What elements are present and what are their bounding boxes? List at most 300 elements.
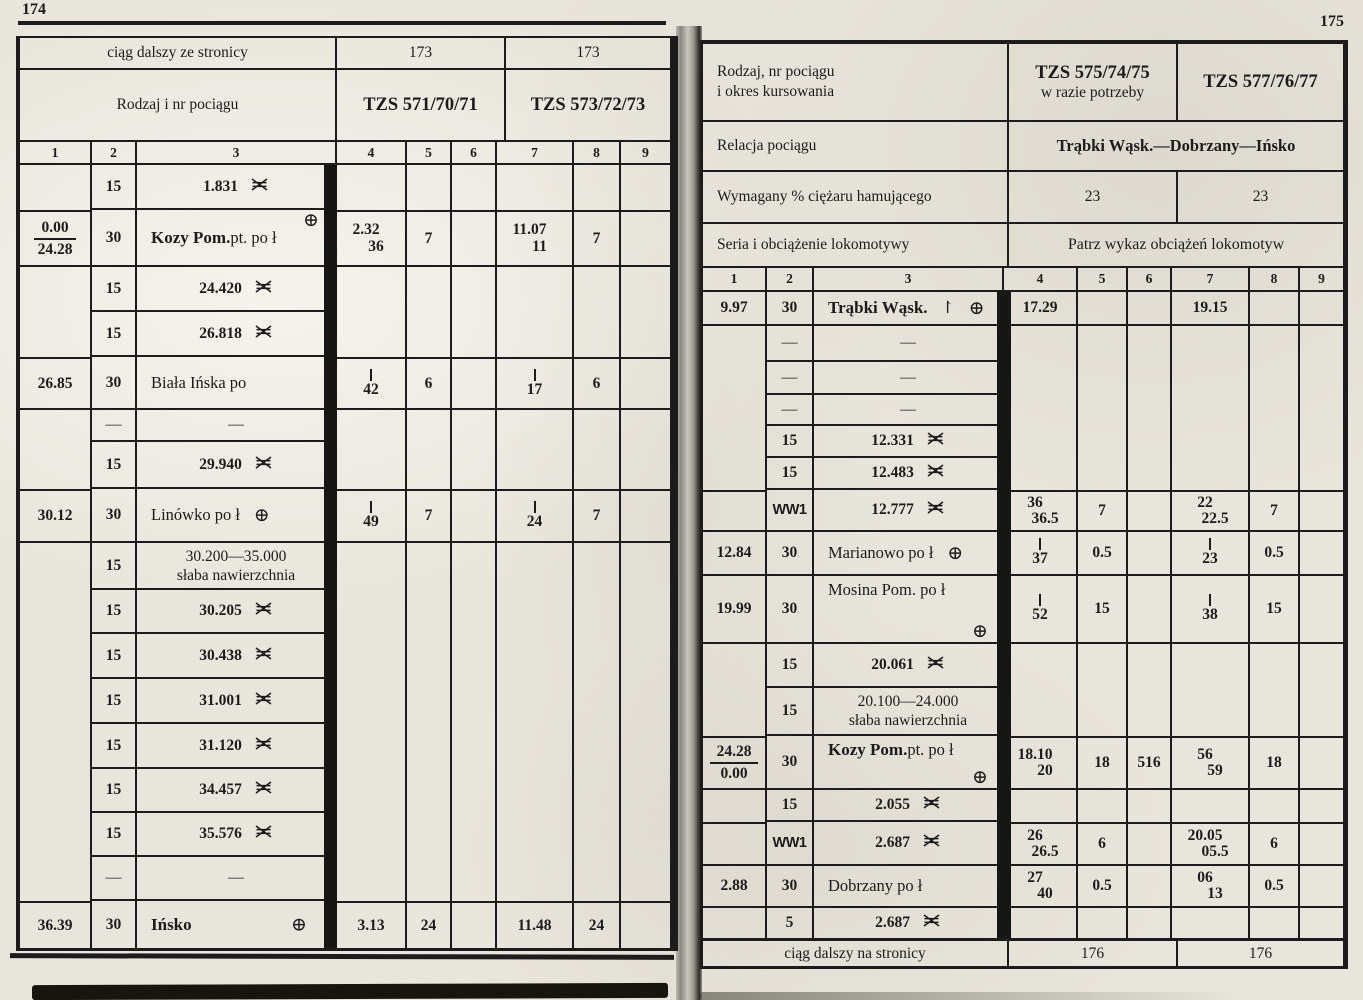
time-cell — [1126, 532, 1170, 576]
table-row — [20, 590, 670, 634]
time-cell — [619, 312, 670, 357]
time-value: 17 — [526, 380, 543, 398]
time-cell — [619, 634, 670, 679]
km-value: 26.85 — [37, 374, 73, 392]
time-cell — [572, 590, 619, 634]
bottom-rule-left-page — [10, 953, 674, 960]
station-name-bold: Ińsko — [151, 914, 192, 934]
circled-plus-icon: ⊕ — [968, 297, 985, 319]
km-cell — [703, 822, 765, 866]
time-cell — [1248, 822, 1298, 866]
level-crossing-icon — [250, 178, 269, 196]
table-row — [703, 866, 1343, 908]
column-number: 7 — [495, 142, 572, 163]
time-cell — [572, 442, 619, 489]
speed-cell — [765, 790, 812, 822]
time-cell — [619, 267, 670, 312]
time-cell — [1126, 576, 1170, 644]
locomotive-row — [703, 224, 1343, 268]
km-cell — [703, 576, 765, 644]
level-crossing-icon — [254, 647, 273, 665]
continued-from-label: ciąg dalszy ze stronicy — [107, 44, 248, 61]
speed-cell — [90, 813, 135, 857]
table-row — [20, 543, 670, 590]
time-cell — [335, 312, 405, 357]
table-row — [20, 901, 670, 948]
time-cell — [1298, 458, 1343, 490]
time-cell — [1248, 866, 1298, 908]
time-cell — [1170, 490, 1248, 532]
time-cell — [405, 679, 450, 724]
time-values — [1197, 745, 1223, 780]
km-cell — [20, 489, 90, 543]
station-cell — [135, 210, 335, 267]
arrival-tick — [370, 369, 372, 381]
time-value: 24 — [420, 916, 437, 934]
speed-cell — [90, 769, 135, 813]
time-cell — [1002, 458, 1076, 490]
level-crossing-icon — [926, 464, 945, 482]
speed-value: 15 — [781, 796, 798, 813]
time-value-bottom: 59 — [1207, 762, 1223, 779]
continued-from-page-2: 173 — [504, 38, 670, 68]
train-number-row — [20, 70, 670, 142]
speed-value: 15 — [105, 646, 122, 664]
time-value-top: 22 — [1197, 493, 1213, 511]
table-row — [20, 165, 670, 210]
time-cell — [1126, 736, 1170, 790]
time-value-top: 20.05 — [1187, 826, 1223, 844]
section-divider-bar — [997, 292, 1011, 938]
time-cell — [1076, 644, 1126, 688]
time-cell — [495, 357, 572, 410]
speed-cell — [90, 489, 135, 543]
km-cell — [20, 410, 90, 442]
time-cell — [1248, 362, 1298, 395]
time-cell — [572, 634, 619, 679]
level-crossing-icon — [254, 825, 273, 843]
book-gutter — [676, 26, 702, 1000]
table-row — [703, 688, 1343, 736]
km-cell — [20, 590, 90, 634]
column-number-row — [20, 142, 670, 165]
table-row — [20, 679, 670, 724]
speed-cell — [90, 442, 135, 489]
time-cell — [1248, 688, 1298, 736]
time-cell — [405, 357, 450, 410]
station-cell — [812, 490, 1002, 532]
level-crossing-icon — [254, 456, 273, 474]
time-cell — [1298, 292, 1343, 326]
time-cell — [495, 267, 572, 312]
time-cell — [1248, 426, 1298, 458]
time-value: 516 — [1137, 754, 1161, 771]
time-cell — [335, 489, 405, 543]
locomotive-value: Patrz wykaz obciążeń lokomotyw — [1007, 224, 1343, 266]
time-value: 7 — [592, 507, 601, 524]
time-cell — [450, 857, 495, 901]
time-cell — [619, 901, 670, 948]
circled-plus-icon: ⊕ — [972, 767, 988, 788]
time-cell — [1126, 326, 1170, 362]
km-cell — [20, 857, 90, 901]
time-cell — [405, 813, 450, 857]
time-cell — [1170, 395, 1248, 426]
speed-value: 15 — [105, 324, 122, 342]
table-row — [20, 813, 670, 857]
station-cell — [135, 679, 335, 724]
train-number-row — [703, 44, 1343, 122]
train-number-1-value: TZS 575/74/75 — [1035, 62, 1150, 83]
time-cell — [572, 857, 619, 901]
speed-value: 30 — [781, 600, 798, 617]
table-row — [703, 292, 1343, 326]
dash-mark: — — [228, 416, 244, 433]
station-cell — [812, 395, 1002, 426]
time-cell — [450, 769, 495, 813]
column-number-row — [703, 268, 1343, 292]
km-cell — [703, 688, 765, 736]
table-row — [20, 442, 670, 489]
time-cell — [1248, 490, 1298, 532]
speed-cell — [90, 410, 135, 442]
speed-cell — [765, 822, 812, 866]
time-cell — [405, 724, 450, 769]
speed-cell — [90, 901, 135, 948]
brake-weight-label: Wymagany % ciężaru hamującego — [717, 188, 932, 205]
track-point-number: 26.818 — [199, 324, 242, 342]
column-number: 8 — [1248, 268, 1298, 290]
time-cell — [572, 769, 619, 813]
column-number: 6 — [1126, 268, 1170, 290]
time-cell — [450, 267, 495, 312]
time-cell — [450, 679, 495, 724]
time-cell — [1126, 458, 1170, 490]
speed-cell — [90, 210, 135, 267]
time-cell — [1076, 736, 1126, 790]
station-cell — [812, 426, 1002, 458]
track-point-number: 30.205 — [199, 602, 242, 619]
time-value: 3.13 — [357, 916, 385, 934]
track-point-number: 20.061 — [871, 656, 914, 673]
table-row — [20, 724, 670, 769]
km-cell — [20, 769, 90, 813]
time-cell — [1076, 790, 1126, 822]
time-cell — [1002, 532, 1076, 576]
time-value: 0.5 — [1264, 544, 1284, 561]
time-cell — [1298, 908, 1343, 938]
time-values — [363, 501, 379, 531]
km-value-bottom: 24.28 — [37, 240, 73, 258]
km-cell — [20, 813, 90, 857]
time-cell — [450, 357, 495, 410]
time-value: 0.5 — [1092, 877, 1112, 894]
speed-value: 30 — [781, 544, 798, 561]
time-cell — [1002, 822, 1076, 866]
dash-mark: — — [781, 368, 798, 386]
time-cell — [1002, 362, 1076, 395]
dash-mark: — — [105, 416, 122, 433]
arrival-tick — [1039, 594, 1041, 606]
time-cell — [1170, 866, 1248, 908]
track-note-line: 20.100—24.000 — [857, 693, 959, 710]
table-row — [703, 362, 1343, 395]
time-cell — [495, 165, 572, 210]
time-cell — [450, 489, 495, 543]
time-value: 15 — [1266, 600, 1282, 617]
time-value-top: 36 — [1027, 493, 1043, 511]
table-row — [20, 410, 670, 442]
time-values — [363, 369, 379, 399]
station-cell — [135, 857, 335, 901]
time-values — [1202, 594, 1218, 624]
time-cell — [1170, 458, 1248, 490]
continued-on-page-2: 176 — [1176, 941, 1343, 966]
time-value: 11.48 — [517, 916, 552, 934]
time-value: 7 — [424, 507, 433, 524]
time-cell — [405, 634, 450, 679]
speed-cell — [90, 634, 135, 679]
circled-plus-icon: ⊕ — [947, 542, 964, 564]
time-cell — [1002, 395, 1076, 426]
arrival-tick — [534, 369, 536, 381]
time-cell — [495, 724, 572, 769]
time-value: 6 — [424, 374, 433, 392]
speed-value: 15 — [105, 602, 122, 619]
time-value-bottom: 22.5 — [1201, 510, 1229, 527]
station-cell — [812, 362, 1002, 395]
speed-cell — [90, 590, 135, 634]
circled-plus-icon: ⊕ — [303, 210, 319, 231]
dash-mark: — — [781, 400, 798, 418]
km-cell — [703, 326, 765, 362]
time-value: 7 — [1270, 502, 1278, 519]
station-cell — [812, 458, 1002, 490]
column-number: 3 — [135, 142, 335, 163]
time-cell — [1298, 822, 1343, 866]
speed-cell — [765, 326, 812, 362]
speed-cell — [765, 426, 812, 458]
time-cell — [405, 543, 450, 590]
time-cell — [1076, 362, 1126, 395]
table-row — [20, 357, 670, 410]
time-values — [352, 221, 384, 255]
time-cell — [1298, 576, 1343, 644]
km-cell — [20, 165, 90, 210]
time-cell — [572, 489, 619, 543]
time-value: 52 — [1032, 606, 1048, 624]
speed-cell — [765, 736, 812, 790]
km-cell — [20, 357, 90, 410]
speed-value: 15 — [781, 432, 798, 449]
time-cell — [1298, 532, 1343, 576]
time-cell — [1002, 490, 1076, 532]
level-crossing-icon — [254, 280, 273, 298]
time-cell — [1002, 790, 1076, 822]
time-cell — [619, 679, 670, 724]
speed-value: 30 — [781, 299, 798, 316]
table-row — [20, 857, 670, 901]
time-cell — [1126, 292, 1170, 326]
timetable-body-left — [20, 165, 670, 948]
time-cell — [572, 267, 619, 312]
station-cell — [812, 576, 1002, 644]
speed-value: 15 — [105, 825, 122, 842]
time-cell — [1170, 908, 1248, 938]
brake-weight-row — [703, 172, 1343, 224]
speed-value: 15 — [781, 464, 798, 481]
time-cell — [1126, 395, 1170, 426]
time-cell — [1170, 822, 1248, 866]
time-cell — [495, 679, 572, 724]
time-cell — [572, 312, 619, 357]
station-name-bold: Kozy Pom. — [828, 740, 908, 759]
time-cell — [1298, 395, 1343, 426]
time-cell — [335, 543, 405, 590]
time-cell — [1248, 458, 1298, 490]
time-cell — [619, 543, 670, 590]
time-cell — [1076, 688, 1126, 736]
time-cell — [405, 489, 450, 543]
time-cell — [1298, 362, 1343, 395]
column-number: 1 — [730, 271, 738, 286]
time-value: 15 — [1094, 600, 1110, 617]
time-cell — [1298, 426, 1343, 458]
time-value: 42 — [363, 380, 379, 398]
table-row — [20, 267, 670, 312]
time-cell — [450, 165, 495, 210]
time-cell — [1298, 866, 1343, 908]
station-name: pt. po ł — [907, 740, 954, 759]
column-number: 9 — [619, 142, 670, 163]
station-cell — [812, 822, 1002, 866]
time-cell — [495, 312, 572, 357]
time-cell — [335, 857, 405, 901]
time-cell — [1248, 292, 1298, 326]
dash-mark: — — [900, 334, 916, 351]
time-values — [1027, 868, 1053, 903]
time-value: 18 — [1266, 754, 1282, 771]
time-value-top: 11.07 — [512, 221, 547, 238]
time-value-bottom: 05.5 — [1201, 843, 1229, 860]
station-name-bold: Trąbki Wąsk. — [828, 298, 928, 317]
train-number-label: Rodzaj i nr pociągu — [116, 96, 239, 113]
time-value: 37 — [1032, 550, 1048, 568]
track-point-number: 35.576 — [199, 825, 242, 842]
timetable-body-right — [703, 292, 1343, 938]
time-cell — [1298, 790, 1343, 822]
page-number-right: 175 — [1320, 13, 1344, 30]
track-point-number: 2.055 — [875, 796, 910, 813]
time-cell — [1170, 736, 1248, 790]
speed-value: 15 — [105, 455, 122, 473]
time-cell — [1002, 688, 1076, 736]
table-row — [20, 210, 670, 267]
time-cell — [1076, 395, 1126, 426]
speed-cell — [90, 312, 135, 357]
speed-value: 15 — [105, 177, 122, 195]
track-point-number: 12.777 — [871, 501, 914, 518]
km-cell — [703, 458, 765, 490]
level-crossing-icon — [922, 914, 941, 932]
track-point-number: 34.457 — [199, 781, 242, 798]
time-cell — [1170, 576, 1248, 644]
dash-mark: — — [781, 334, 798, 351]
column-number: 1 — [51, 144, 59, 160]
station-cell — [135, 901, 335, 948]
time-cell — [1076, 426, 1126, 458]
time-cell — [1248, 326, 1298, 362]
time-cell — [619, 813, 670, 857]
speed-value: 30 — [105, 228, 122, 246]
station-cell — [812, 908, 1002, 938]
time-cell — [619, 489, 670, 543]
time-cell — [335, 724, 405, 769]
time-cell — [1126, 490, 1170, 532]
section-divider-bar — [324, 165, 337, 948]
hook-signal-icon: ↾ — [940, 298, 955, 317]
station-name: Marianowo po ł — [828, 543, 934, 562]
time-cell — [1002, 326, 1076, 362]
time-cell — [405, 590, 450, 634]
column-number: 6 — [450, 142, 495, 163]
km-cell — [20, 634, 90, 679]
relation-label: Relacja pociągu — [717, 137, 817, 154]
time-cell — [1076, 822, 1126, 866]
time-values — [1197, 868, 1223, 903]
time-cell — [495, 769, 572, 813]
time-cell — [335, 590, 405, 634]
speed-value: 30 — [781, 753, 798, 770]
time-values — [1032, 538, 1048, 568]
speed-cell — [90, 857, 135, 901]
time-values — [1187, 826, 1229, 861]
time-values — [527, 501, 543, 531]
time-cell — [572, 357, 619, 410]
km-cell — [20, 543, 90, 590]
train-number-2: TZS 573/72/73 — [504, 70, 670, 140]
time-cell — [1076, 458, 1126, 490]
time-cell — [495, 410, 572, 442]
time-cell — [1170, 790, 1248, 822]
time-cell — [1076, 576, 1126, 644]
station-name: Linówko po ł — [151, 505, 240, 524]
speed-value: 15 — [781, 656, 798, 673]
time-cell — [405, 442, 450, 489]
km-cell — [20, 724, 90, 769]
time-cell — [1126, 866, 1170, 908]
km-value: 19.99 — [716, 600, 752, 617]
column-number: 5 — [1076, 268, 1126, 290]
continued-on-row — [703, 938, 1343, 966]
table-row — [703, 736, 1343, 790]
km-cell — [20, 901, 90, 948]
top-rule-left-page — [18, 21, 666, 25]
level-crossing-icon — [254, 325, 273, 343]
km-cell — [703, 395, 765, 426]
station-cell — [812, 326, 1002, 362]
level-crossing-icon — [254, 692, 273, 710]
time-cell — [1076, 908, 1126, 938]
time-cell — [619, 210, 670, 267]
station-cell — [812, 736, 1002, 790]
time-value: 17.29 — [1022, 299, 1058, 316]
table-row — [20, 769, 670, 813]
circled-plus-icon: ⊕ — [253, 504, 270, 526]
station-cell — [135, 312, 335, 357]
time-cell — [335, 410, 405, 442]
time-value-bottom: 36.5 — [1031, 510, 1059, 527]
